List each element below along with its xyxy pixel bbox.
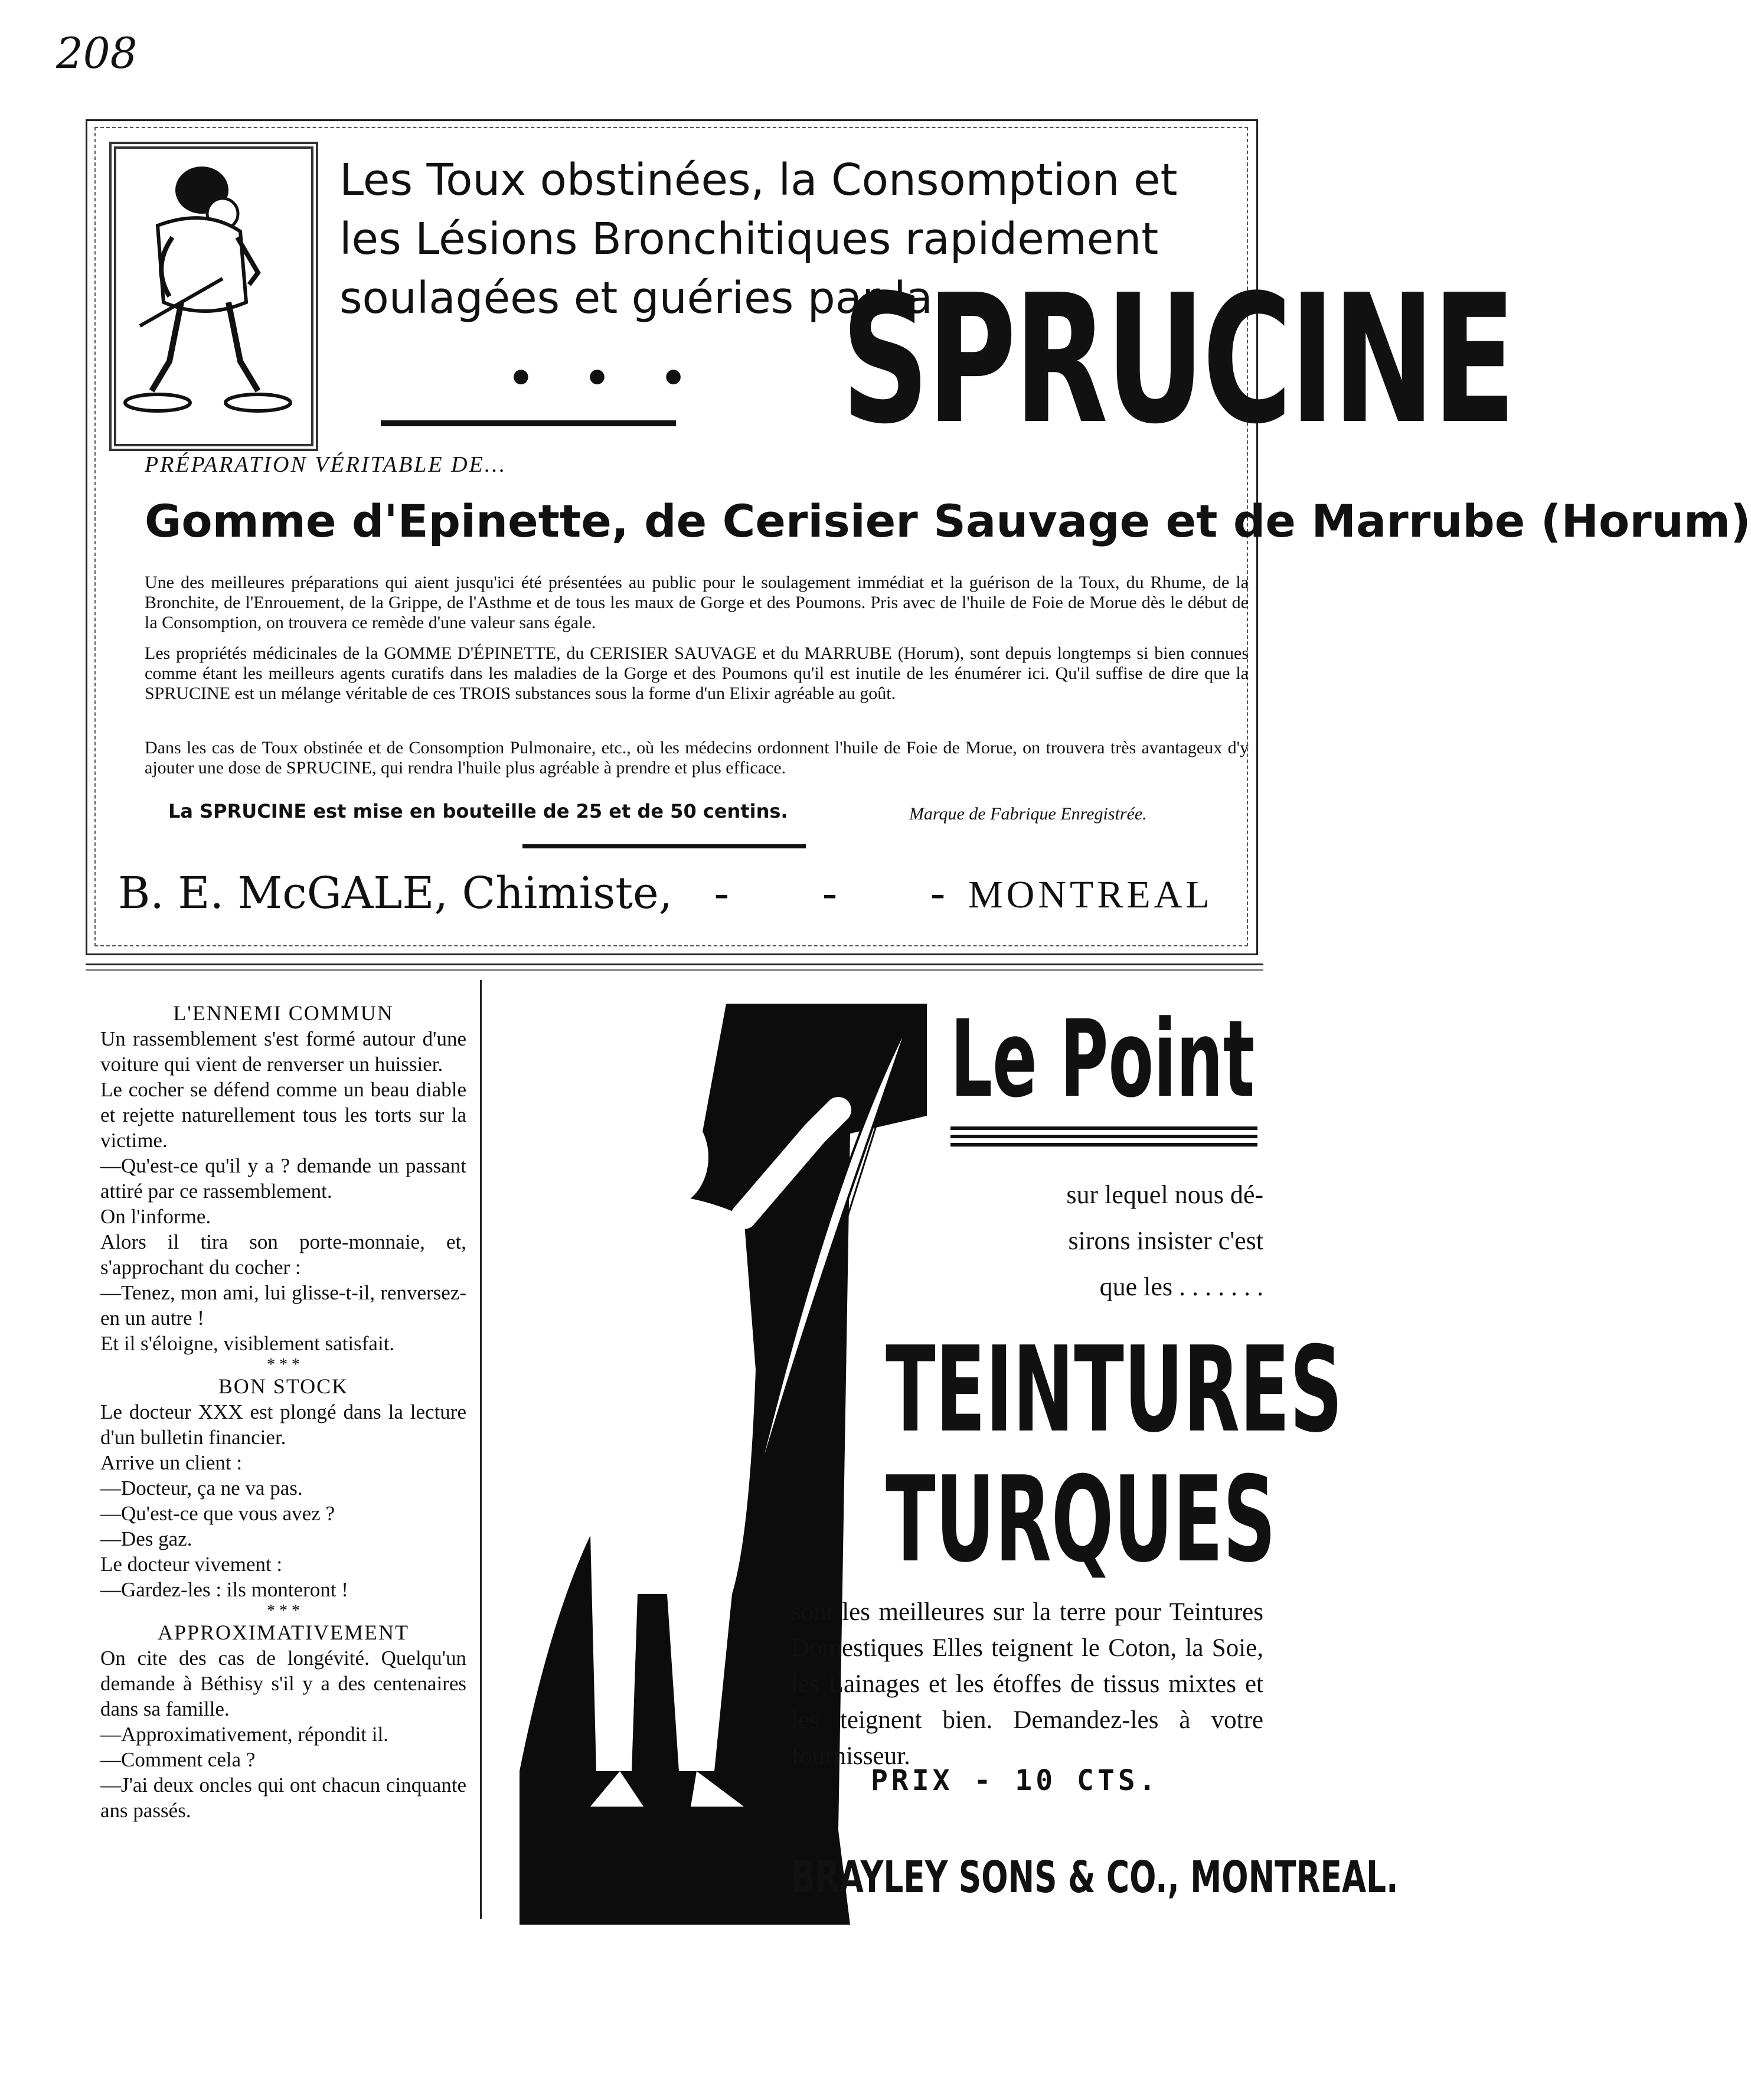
company-rule <box>522 844 806 848</box>
story-line: —Qu'est-ce qu'il y a ? demande un passant attiré par ce rassemblement. <box>100 1154 466 1203</box>
section-divider-2 <box>86 969 1263 971</box>
story-title: L'ENNEMI COMMUN <box>173 1001 394 1025</box>
page-number: 208 <box>56 28 138 78</box>
snowshoer-illustration <box>116 149 297 430</box>
le-point-title: Le Point <box>950 998 1255 1121</box>
preparation-label: PRÉPARATION VÉRITABLE DE... <box>145 452 507 477</box>
story-line: Le docteur XXX est plongé dans la lecture d'un bulletin financier. <box>100 1400 466 1449</box>
column-divider <box>480 980 482 1919</box>
section-divider <box>86 964 1263 965</box>
story-title: APPROXIMATIVEMENT <box>157 1621 409 1644</box>
story-line: —Qu'est-ce que vous avez ? <box>100 1502 335 1525</box>
story-line: —J'ai deux oncles qui ont chacun cinquante ans passés. <box>100 1774 466 1822</box>
story-title: BON STOCK <box>218 1374 349 1398</box>
trademark-note: Marque de Fabrique Enregistrée. <box>909 804 1147 824</box>
story-line: Le cocher se défend comme un beau diable et rejette naturellement tous les torts sur la victime. <box>100 1078 466 1152</box>
story-line: Le docteur vivement : <box>100 1553 283 1576</box>
story-line: —Docteur, ça ne va pas. <box>100 1477 303 1500</box>
company-name: B. E. McGALE, Chimiste, <box>118 868 673 919</box>
story-line: On cite des cas de longévité. Quelqu'un demande à Béthisy s'il y a des centenaires dans sa famille. <box>100 1647 466 1720</box>
story-line: On l'informe. <box>100 1205 211 1228</box>
illustration-frame <box>109 142 318 451</box>
story-line: Un rassemblement s'est formé autour d'une voiture qui vient de renverser un huissier. <box>100 1027 466 1076</box>
story-line: Et il s'éloigne, visiblement satisfait. <box>100 1332 395 1355</box>
intro-line-2: sirons insister c'est <box>1068 1226 1263 1255</box>
sprucine-paragraph-2: Les propriétés médicinales de la GOMME D'ÉPINETTE, du CERISIER SAUVAGE et du MARRUBE (Horum), sont depuis longtemps si bien connues comme étant les meilleurs agents curatifs dans les maladies de la Gorge et des Poumons qu'il est inutile de les énumérer ici. Qu'il suffise de dire que la SPRUCINE est un mélange véritable de ces TROIS substances sous la forme d'un Elixir agréable au goût. <box>145 644 1249 703</box>
brand-rule <box>381 420 676 426</box>
story-line: —Gardez-les : ils monteront ! <box>100 1578 348 1601</box>
intro-line-1: sur lequel nous dé- <box>1066 1180 1263 1209</box>
title-rule <box>950 1126 1257 1130</box>
turques-heading: TURQUES <box>886 1451 1276 1589</box>
maker-name: BRAYLEY SONS & CO., MONTREAL. <box>791 1852 1399 1903</box>
sprucine-brand: SPRUCINE <box>841 257 1514 463</box>
intro-line-3: que les . . . . . . . <box>1099 1272 1263 1301</box>
ingredients-subhead: Gomme d'Epinette, de Cerisier Sauvage et de Marrube (Horum) <box>145 495 1751 547</box>
asterism: * * * <box>267 1602 300 1620</box>
story-line: —Tenez, mon ami, lui glisse-t-il, renversez-en un autre ! <box>100 1281 466 1330</box>
title-rule <box>950 1135 1257 1138</box>
sprucine-paragraph-3: Dans les cas de Toux obstinée et de Consomption Pulmonaire, etc., où les médecins ordonnent l'huile de Foie de Morue, on trouvera très avantageux d'y ajouter une dose de SPRUCINE, qui rendra l'huile plus agréable à prendre et plus efficace. <box>145 738 1249 778</box>
title-rule <box>950 1143 1257 1147</box>
brand-dots: • • • <box>508 354 704 403</box>
anecdote-column <box>100 1001 466 1823</box>
story-line: Arrive un client : <box>100 1451 243 1474</box>
sprucine-headline: Les Toux obstinées, la Consomption et les Lésions Bronchitiques rapidement soulagées et guéries par la <box>339 155 1178 324</box>
asterism: * * * <box>267 1356 300 1374</box>
company-dashes: - - - <box>714 868 986 917</box>
bottle-sizes: La SPRUCINE est mise en bouteille de 25 et de 50 centins. <box>168 800 788 822</box>
dye-description: sont les meilleures sur la terre pour Teintures Domestiques Elles teignent le Coton, la Soie, les Lainages et les étoffes de tissus mixtes et les teignent bien. Demandez-les à votre fournisseur. <box>791 1598 1263 1770</box>
man-with-quill-illustration <box>520 1004 927 1925</box>
price: PRIX - 10 CTS. <box>871 1764 1159 1797</box>
company-city: MONTREAL <box>968 873 1213 916</box>
story-line: Alors il tira son porte-monnaie, et, s'approchant du cocher : <box>100 1230 466 1279</box>
teintures-heading: TEINTURES <box>886 1321 1343 1459</box>
sprucine-paragraph-1: Une des meilleures préparations qui aient jusqu'ici été présentées au public pour le soulagement immédiat et la guérison de la Toux, du Rhume, de la Bronchite, de l'Enrouement, de la Grippe, de l'Asthme et de tous les maux de Gorge et des Poumons. Pris avec de l'huile de Foie de Morue dès le début de la Consomption, on trouvera ce remède d'une valeur sans égale. <box>145 573 1249 632</box>
story-line: —Comment cela ? <box>100 1748 256 1771</box>
story-line: —Des gaz. <box>100 1527 192 1550</box>
story-line: —Approximativement, répondit il. <box>100 1723 388 1746</box>
